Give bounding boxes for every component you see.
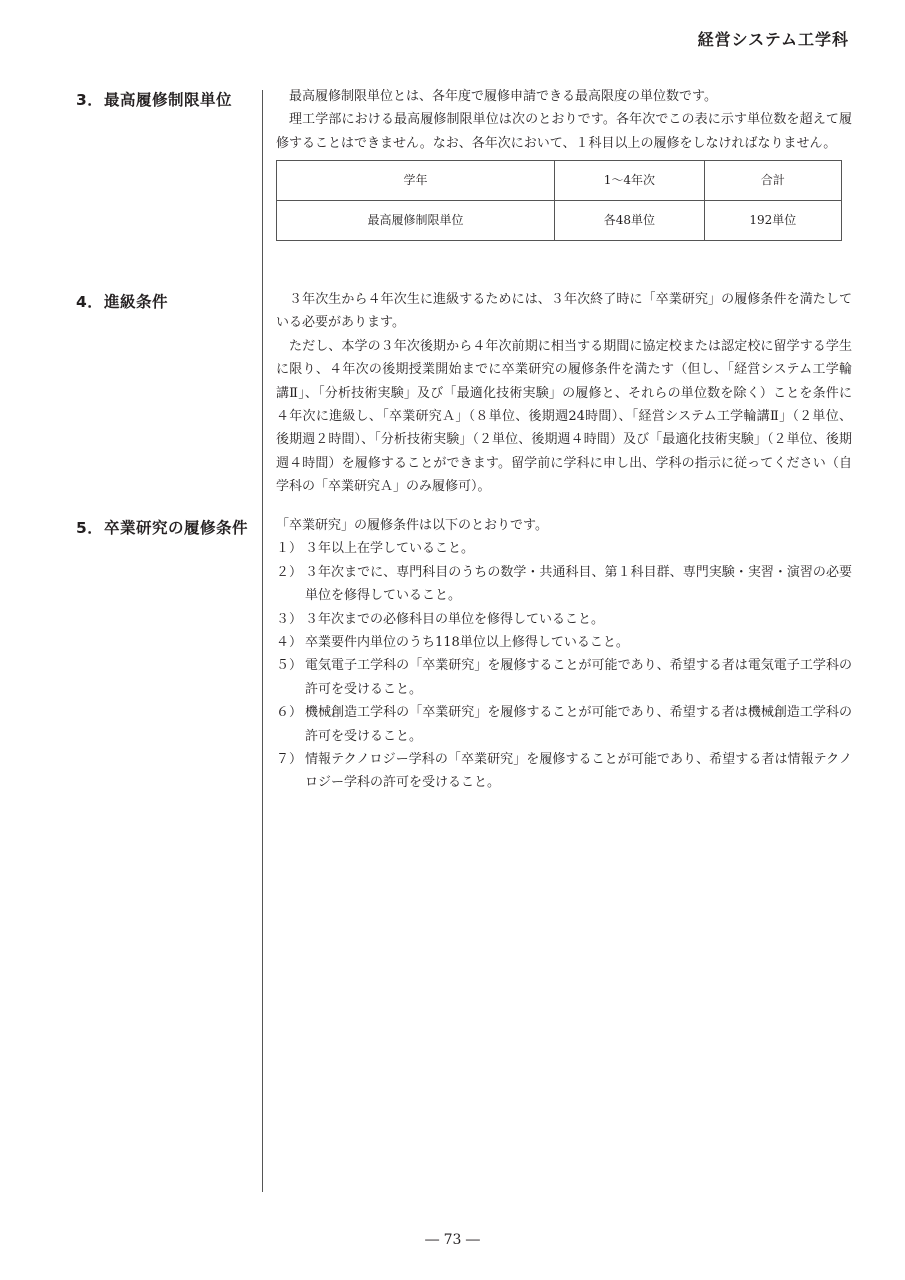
table-cell: 192単位 [704, 201, 841, 241]
max-units-table [276, 160, 842, 241]
table-header-cell: 合計 [704, 161, 841, 201]
table-header-cell: 学年 [277, 161, 555, 201]
section-3-paragraph: 理工学部における最高履修制限単位は次のとおりです。各年次でこの表に示す単位数を超えて履修することはできません。なお、各年次において、１科目以上の履修をしなければなりません。 [276, 112, 852, 151]
list-item-text: ３年次までの必修科目の単位を修得していること。 [305, 611, 605, 627]
column-divider [262, 90, 263, 1192]
table-header-cell: 1～4年次 [554, 161, 704, 201]
section-3-heading [76, 88, 232, 110]
list-item-index: １） [276, 541, 303, 557]
section-5-body [276, 514, 852, 795]
page-number: ― 73 ― [425, 1232, 480, 1248]
section-3-paragraph: 最高履修制限単位とは、各年度で履修申請できる最高限度の単位数です。 [289, 89, 717, 104]
list-item-text: 機械創造工学科の「卒業研究」を履修することが可能であり、希望する者は機械創造工学科の許可を受けること。 [305, 705, 852, 744]
section-4-title: 進級条件 [104, 293, 169, 311]
section-3-title: 最高履修制限単位 [104, 91, 233, 109]
section-5-intro: 「卒業研究」の履修条件は以下のとおりです。 [276, 518, 548, 533]
list-item-index: ３） [276, 611, 303, 627]
list-item-index: ４） [276, 635, 303, 651]
list-item [276, 561, 852, 608]
list-item-index: ６） [276, 705, 303, 721]
section-4-paragraph: ただし、本学の３年次後期から４年次前期に相当する期間に協定校または認定校に留学する学生に限り、４年次の後期授業開始までに卒業研究の履修条件を満たす（但し、「経営システム工学輪講Ⅱ」、「分析技術実験」及び「最適化技術実験」の履修と、それらの単位数を除く）ことを条件に４年次に進級し、「卒業研究Ａ」（８単位、後期週24時間）、「経営システム工学輪講Ⅱ」（２単位、後期週２時間）、「分析技術実験」（２単位、後期週４時間）及び「最適化技術実験」（２単位、後期週４時間）を履修することができます。留学前に学科に申し出、学科の指示に従ってください（自学科の「卒業研究Ａ」のみ履修可）。 [276, 338, 852, 495]
table-cell: 各48単位 [554, 201, 704, 241]
list-item-index: ２） [276, 564, 303, 580]
condition-list [276, 537, 852, 794]
section-5-title: 卒業研究の履修条件 [104, 519, 249, 537]
list-item [276, 608, 852, 631]
section-4-heading [76, 290, 168, 312]
section-3-body [276, 85, 852, 241]
list-item-text: ３年以上在学していること。 [305, 541, 475, 557]
section-4-number: 4． [76, 293, 104, 311]
table-row [277, 201, 842, 241]
section-4-paragraph: ３年次生から４年次生に進級するためには、３年次終了時に「卒業研究」の履修条件を満たしている必要があります。 [276, 292, 852, 331]
list-item [276, 631, 852, 654]
section-4-body [276, 288, 852, 499]
section-5-number: 5． [76, 519, 104, 537]
table-cell: 最高履修制限単位 [277, 201, 555, 241]
list-item-text: 情報テクノロジー学科の「卒業研究」を履修することが可能であり、希望する者は情報テクノロジー学科の許可を受けること。 [305, 752, 852, 791]
list-item-index: ７） [276, 752, 303, 768]
list-item [276, 701, 852, 748]
list-item-index: ５） [276, 658, 303, 674]
list-item-text: 電気電子工学科の「卒業研究」を履修することが可能であり、希望する者は電気電子工学科の許可を受けること。 [305, 658, 852, 697]
table-header-row [277, 161, 842, 201]
department-title: 経営システム工学科 [697, 30, 849, 49]
section-3-number: 3． [76, 91, 104, 109]
list-item [276, 654, 852, 701]
list-item [276, 537, 852, 560]
section-5-heading [76, 516, 248, 538]
list-item-text: ３年次までに、専門科目のうちの数学・共通科目、第１科目群、専門実験・実習・演習の必要単位を修得していること。 [305, 564, 852, 604]
list-item [276, 748, 852, 795]
list-item-text: 卒業要件内単位のうち118単位以上修得していること。 [305, 635, 629, 651]
